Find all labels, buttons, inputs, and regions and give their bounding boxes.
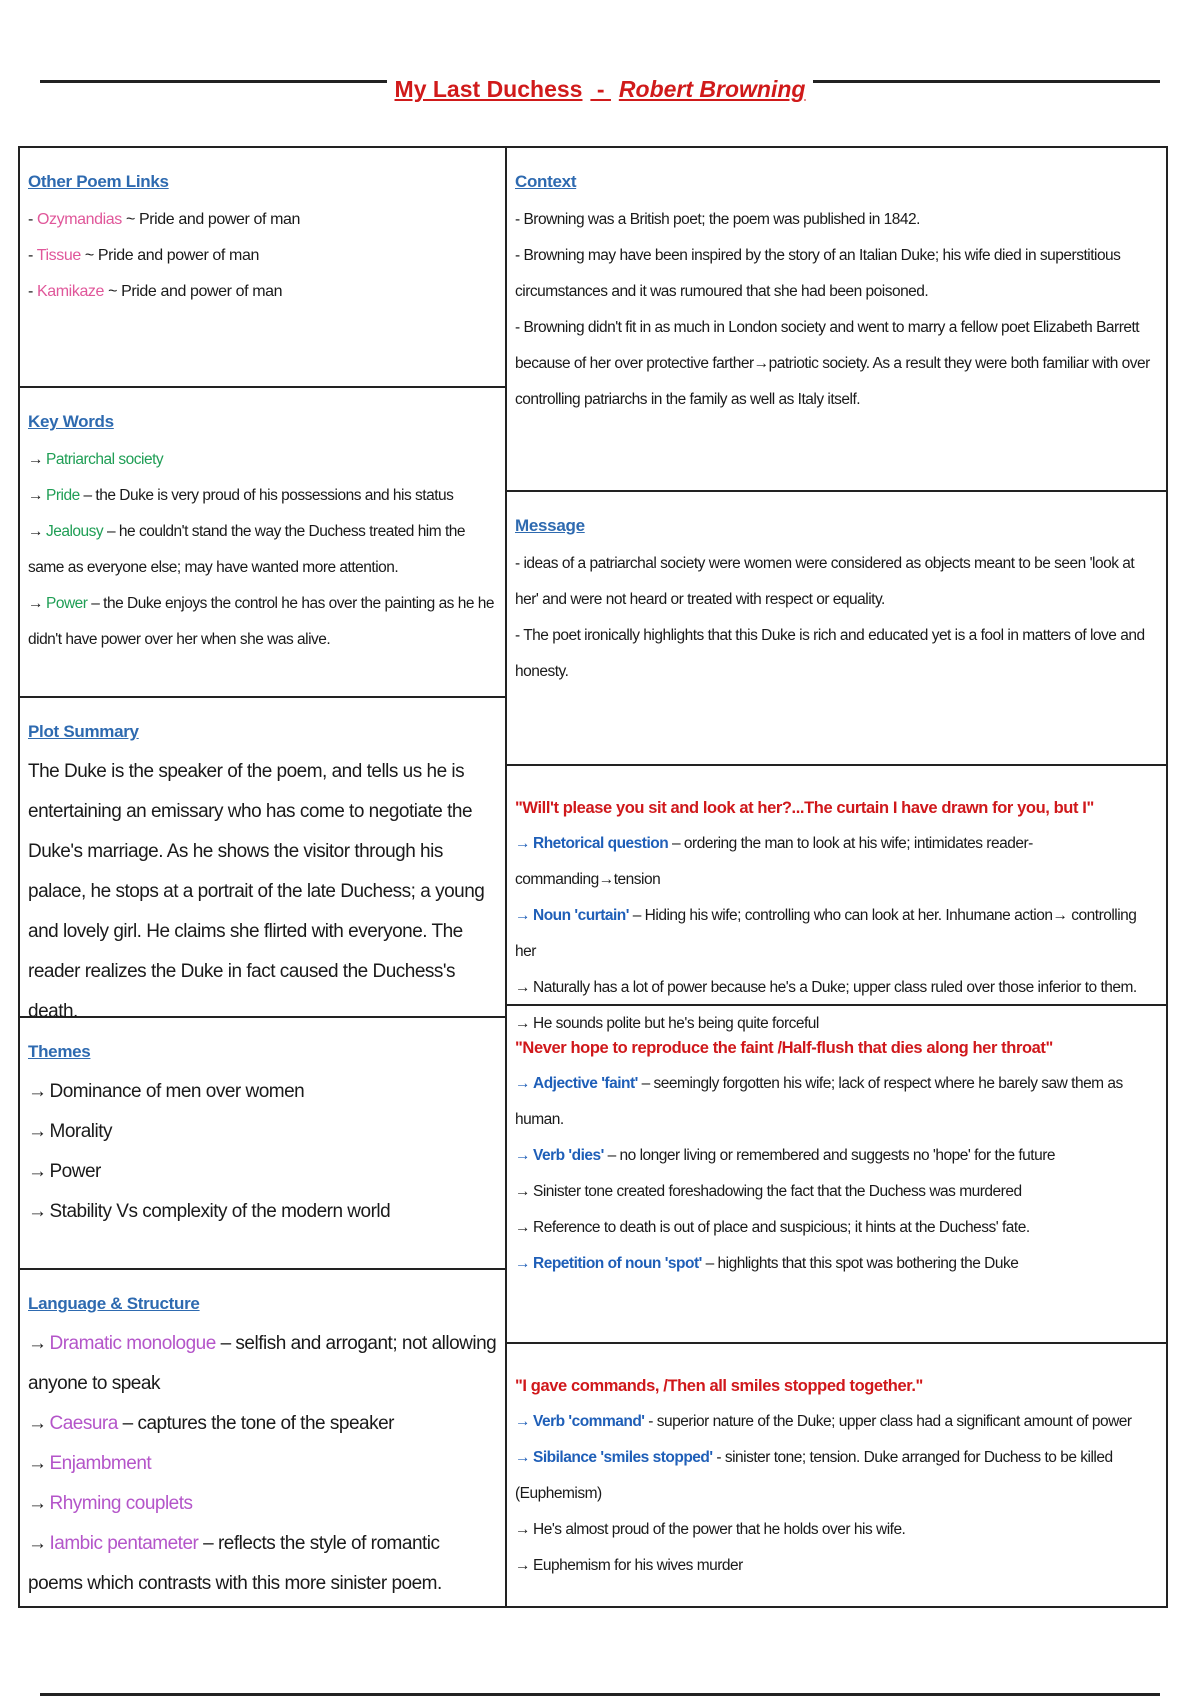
arrow-icon: → [28, 451, 43, 468]
list-item: - Browning may have been inspired by the story of an Italian Duke; his wife died in superstitious circumstances and it was rumoured that she had been poisoned. [515, 247, 1121, 300]
other-poem-links-cell [20, 148, 505, 388]
list-item: → Stability Vs complexity of the modern world [28, 1201, 391, 1222]
arrow-icon: → [28, 1493, 47, 1514]
list-item: → Power [28, 1161, 101, 1182]
arrow-icon: → [28, 487, 43, 504]
arrow-icon: → [515, 1521, 530, 1538]
arrow-icon: → [515, 907, 530, 924]
quote-2-cell [507, 1006, 1166, 1344]
arrow-icon: → [515, 1075, 530, 1092]
list-item: → Power – the Duke enjoys the control he has over the painting as he he didn't have power over her when she was alive. [28, 595, 495, 648]
language-structure-cell [20, 1270, 505, 1606]
arrow-icon: → [515, 1147, 530, 1164]
plot-summary-text: The Duke is the speaker of the poem, and tells us he is entertaining an emissary who has come to negotiate the Duke's marriage. As he shows the visitor through his palace, he stops at a portrait of the late Duchess; a young and lovely girl. He claims she flirted with everyone. The reader realizes the Duke in fact caused the Duchess's death. [28, 761, 485, 1022]
list-item: - ideas of a patriarchal society were women were considered as objects meant to be seen 'look at her' and were not heard or treated with respect or equality. [515, 555, 1135, 608]
arrow-icon: → [28, 595, 43, 612]
context-cell [507, 148, 1166, 492]
list-item: → Morality [28, 1121, 113, 1142]
arrow-icon: → [515, 835, 530, 852]
message-cell [507, 492, 1166, 766]
arrow-icon: → [515, 1413, 530, 1430]
list-item: - Browning didn't fit in as much in London society and went to marry a fellow poet Elizabeth Barrett because of her over protective farther→patriotic society. As a result they were both familiar with over controlling patriarchs in the family as well as Italy itself. [515, 319, 1150, 408]
plot-summary-heading: Plot Summary [28, 722, 139, 741]
list-item: - Tissue ~ Pride and power of man [28, 247, 259, 264]
quote-1-cell [507, 766, 1166, 1032]
list-item: - Browning was a British poet; the poem was published in 1842. [515, 211, 920, 228]
context-heading: Context [515, 172, 577, 191]
other-poem-links-heading: Other Poem Links [28, 172, 169, 191]
quote-1-text: "Will't please you sit and look at her?...The curtain I have drawn for you, but I" [515, 799, 1094, 817]
themes-cell [20, 1018, 505, 1270]
arrow-icon: → [28, 1533, 47, 1554]
list-item: → Verb 'dies' – no longer living or remembered and suggests no 'hope' for the future [515, 1147, 1056, 1164]
arrow-icon: → [515, 1449, 530, 1466]
bottom-rule [40, 1693, 1160, 1696]
list-item: → Naturally has a lot of power because he's a Duke; upper class ruled over those inferior to them. [515, 979, 1137, 996]
list-item: → Adjective 'faint' – seemingly forgotten his wife; lack of respect where he barely saw them as human. [515, 1075, 1123, 1128]
quote-3-text: "I gave commands, /Then all smiles stopped together." [515, 1377, 923, 1395]
list-item: - Ozymandias ~ Pride and power of man [28, 211, 301, 228]
list-item: → Dramatic monologue – selfish and arrogant; not allowing anyone to speak [28, 1333, 497, 1394]
list-item: → Caesura – captures the tone of the speaker [28, 1413, 394, 1434]
list-item: → Rhetorical question – ordering the man to look at his wife; intimidates reader- commanding→tension [515, 835, 1033, 888]
list-item: → Pride – the Duke is very proud of his possessions and his status [28, 487, 454, 504]
list-item: → Verb 'command' - superior nature of the Duke; upper class had a significant amount of power [515, 1413, 1132, 1430]
list-item: → Iambic pentameter – reflects the style of romantic poems which contrasts with this more sinister poem. [28, 1533, 442, 1594]
list-item: → Euphemism for his wives murder [515, 1557, 743, 1574]
arrow-icon: → [515, 1557, 530, 1574]
list-item: → Noun 'curtain' – Hiding his wife; controlling who can look at her. Inhumane action→ controlling her [515, 907, 1137, 960]
arrow-icon: → [28, 1333, 47, 1354]
key-words-heading: Key Words [28, 412, 114, 431]
list-item: - The poet ironically highlights that this Duke is rich and educated yet is a fool in matters of love and honesty. [515, 627, 1145, 680]
list-item: - Kamikaze ~ Pride and power of man [28, 283, 283, 300]
list-item: → Sinister tone created foreshadowing the fact that the Duchess was murdered [515, 1183, 1022, 1200]
arrow-icon: → [28, 1161, 47, 1182]
arrow-icon: → [515, 979, 530, 996]
arrow-icon: → [515, 1183, 530, 1200]
key-words-cell [20, 388, 505, 698]
list-item: → Jealousy – he couldn't stand the way the Duchess treated him the same as everyone else; may have wanted more attention. [28, 523, 466, 576]
quote-2-text: "Never hope to reproduce the faint /Half-flush that dies along her throat" [515, 1039, 1053, 1057]
message-heading: Message [515, 516, 585, 535]
revision-grid [18, 146, 1168, 1608]
list-item: → Rhyming couplets [28, 1493, 193, 1514]
list-item: → Sibilance 'smiles stopped' - sinister tone; tension. Duke arranged for Duchess to be killed (Euphemism) [515, 1449, 1113, 1502]
other-poem-links-list [28, 202, 497, 310]
page-title: My Last Duchess - Robert Browning [0, 76, 1200, 103]
list-item: → Enjambment [28, 1453, 152, 1474]
plot-summary-cell [20, 698, 505, 1022]
themes-heading: Themes [28, 1042, 91, 1061]
arrow-icon: → [28, 1081, 47, 1102]
list-item: → Patriarchal society [28, 451, 164, 468]
language-structure-heading: Language & Structure [28, 1294, 200, 1313]
left-column [20, 148, 507, 1606]
list-item: → Repetition of noun 'spot' – highlights that this spot was bothering the Duke [515, 1255, 1019, 1272]
list-item: → He's almost proud of the power that he holds over his wife. [515, 1521, 906, 1538]
list-item: → He sounds polite but he's being quite forceful [515, 1015, 819, 1032]
arrow-icon: → [515, 1255, 530, 1272]
arrow-icon: → [28, 1413, 47, 1434]
arrow-icon: → [515, 1219, 530, 1236]
arrow-icon: → [28, 1453, 47, 1474]
quote-3-cell [507, 1344, 1166, 1606]
arrow-icon: → [515, 1015, 530, 1032]
right-column [507, 148, 1166, 1606]
list-item: → Dominance of men over women [28, 1081, 305, 1102]
arrow-icon: → [28, 523, 43, 540]
arrow-icon: → [28, 1121, 47, 1142]
list-item: → Reference to death is out of place and suspicious; it hints at the Duchess' fate. [515, 1219, 1030, 1236]
arrow-icon: → [28, 1201, 47, 1222]
